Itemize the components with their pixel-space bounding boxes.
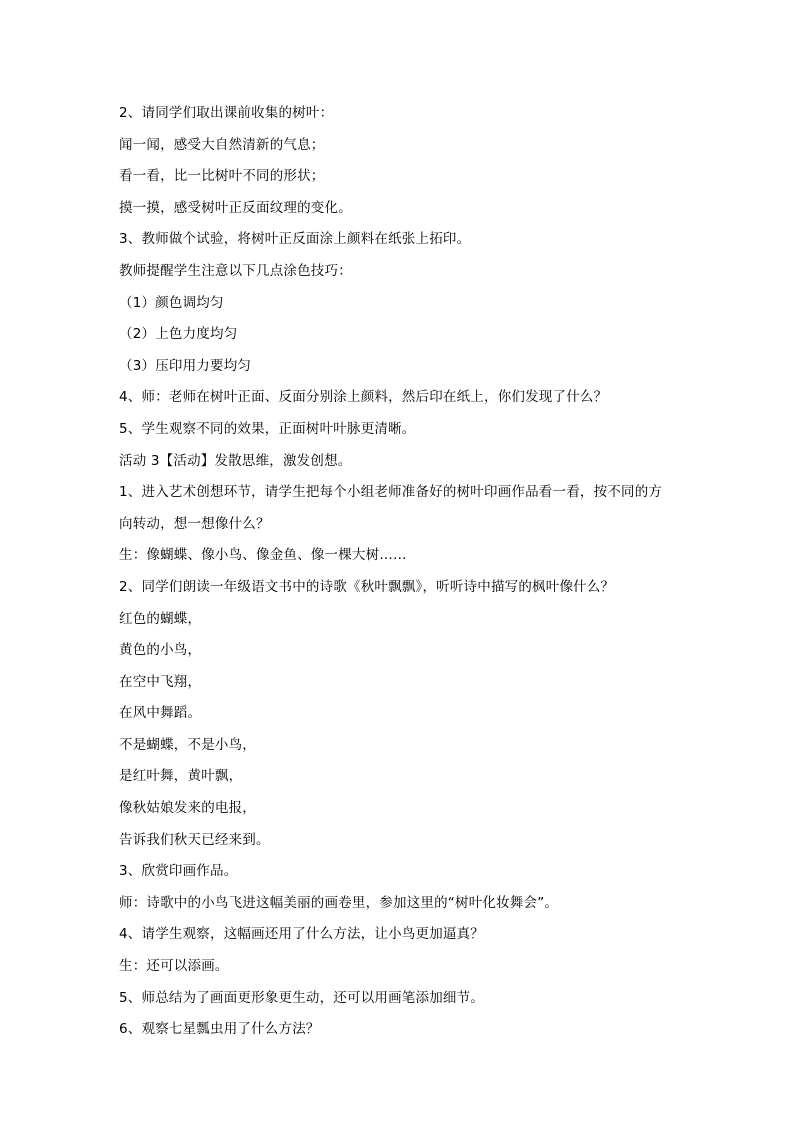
- text-line: 3、教师做个试验，将树叶正反面涂上颜料在纸张上拓印。: [119, 231, 471, 248]
- text-line: 向转动，想一想像什么？: [119, 515, 270, 532]
- text-line: 5、师总结为了画面更形象更生动，还可以用画笔添加细节。: [119, 989, 484, 1006]
- text-line: 生：像蝴蝶、像小鸟、像金鱼、像一棵大树……: [119, 547, 407, 564]
- text-line: 摸一摸，感受树叶正反面纹理的变化。: [119, 199, 352, 216]
- text-line: 2、同学们朗读一年级语文书中的诗歌《秋叶飘飘》，听听诗中描写的枫叶像什么？: [119, 578, 615, 595]
- text-line: 闻一闻，感受大自然清新的气息；: [119, 136, 325, 153]
- text-line: 生：还可以添画。: [119, 958, 229, 975]
- text-line: 师：诗歌中的小鸟飞进这幅美丽的画卷里，参加这里的“树叶化妆舞会”。: [119, 894, 559, 911]
- poem-line: 是红叶舞，黄叶飘，: [119, 768, 243, 785]
- poem-line: 告诉我们秋天已经来到。: [119, 831, 270, 848]
- poem-line: 红色的蝴蝶，: [119, 610, 202, 627]
- document-body: [119, 98, 679, 1046]
- text-line: （1）颜色调均匀: [119, 294, 224, 311]
- poem-line: 在风中舞蹈。: [119, 705, 202, 722]
- text-line: 看一看，比一比树叶不同的形状；: [119, 168, 325, 185]
- poem-line: 不是蝴蝶，不是小鸟，: [119, 736, 256, 753]
- section-heading: 活动 3【活动】发散思维，激发创想。: [119, 452, 352, 469]
- poem-line: 像秋姑娘发来的电报，: [119, 800, 256, 817]
- text-line: 1、进入艺术创想环节，请学生把每个小组老师准备好的树叶印画作品看一看，按不同的方: [119, 484, 663, 501]
- text-line: 5、学生观察不同的效果，正面树叶叶脉更清晰。: [119, 420, 416, 437]
- text-line: （3）压印用力要均匀: [119, 357, 252, 374]
- text-line: （2）上色力度均匀: [119, 326, 238, 343]
- poem-line: 黄色的小鸟，: [119, 642, 202, 659]
- text-line: 4、请学生观察，这幅画还用了什么方法，让小鸟更加逼真？: [119, 926, 484, 943]
- poem-line: 在空中飞翔，: [119, 673, 202, 690]
- text-line: 2、请同学们取出课前收集的树叶：: [119, 105, 334, 121]
- text-line: 3、欣赏印画作品。: [119, 863, 238, 880]
- text-line: 教师提醒学生注意以下几点涂色技巧：: [119, 262, 352, 279]
- text-line: 6、观察七星瓢虫用了什么方法？: [119, 1021, 320, 1038]
- text-line: 4、师：老师在树叶正面、反面分别涂上颜料，然后印在纸上，你们发现了什么？: [119, 389, 608, 406]
